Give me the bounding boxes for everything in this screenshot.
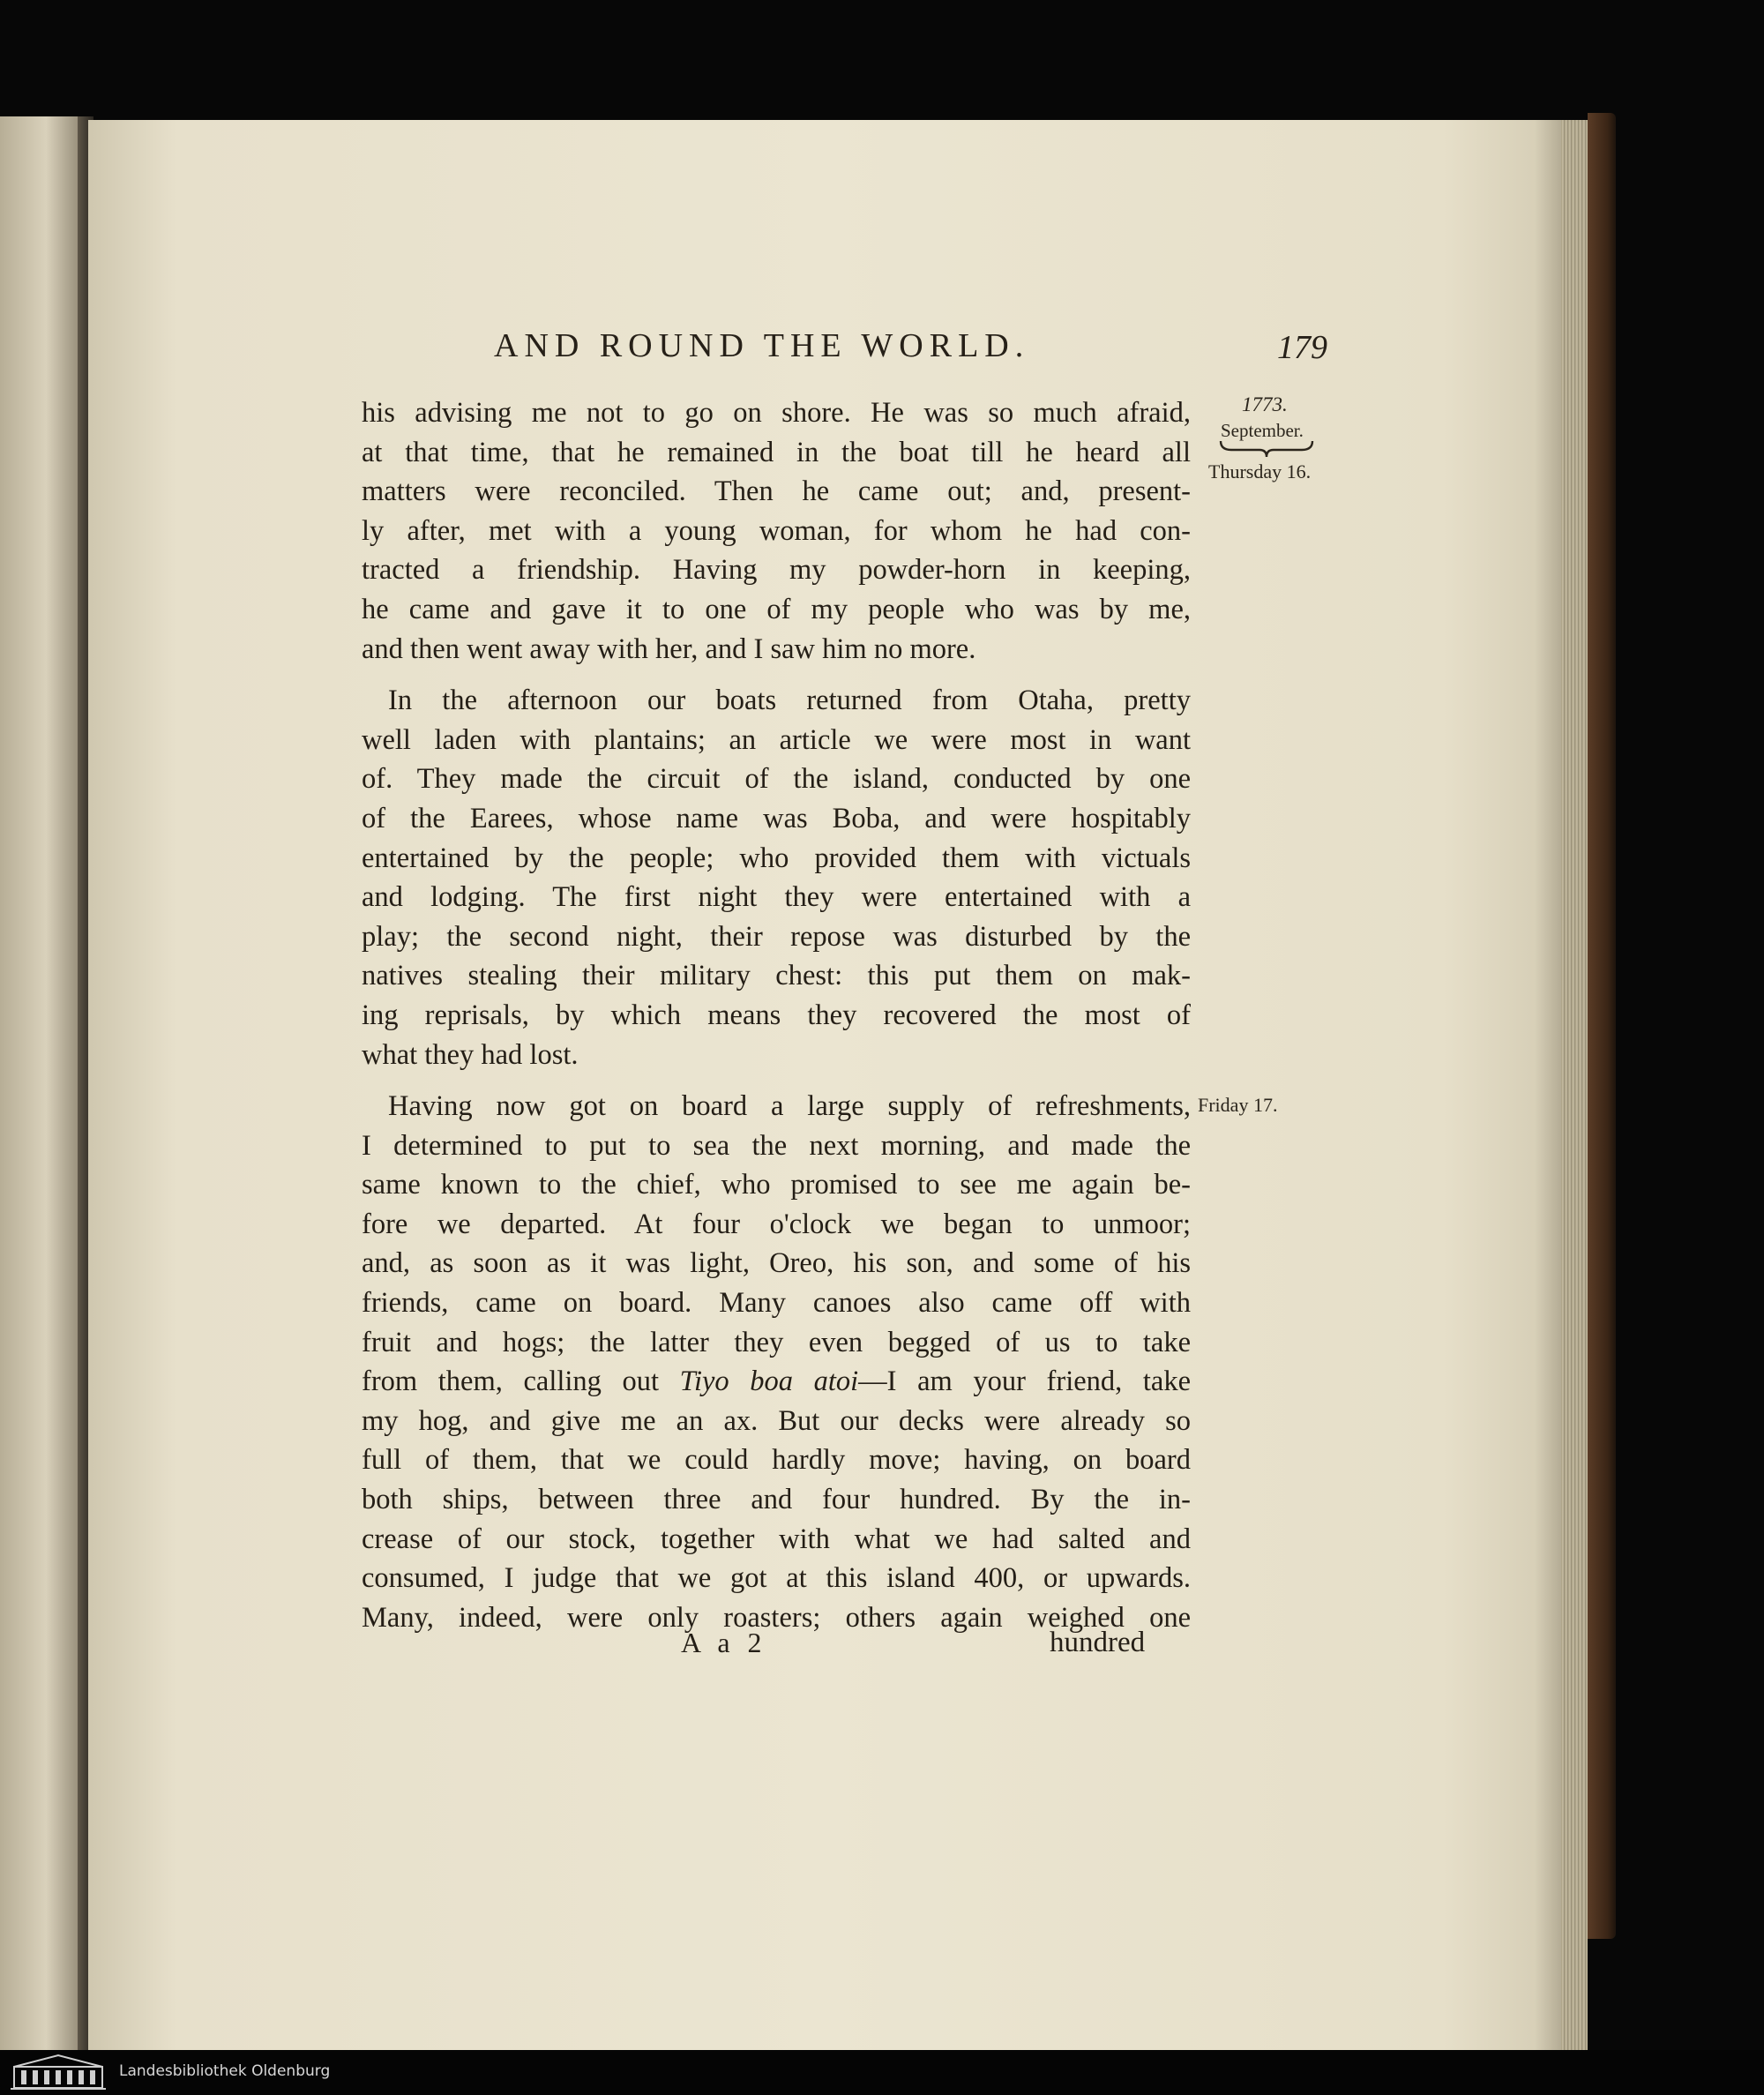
text-line: entertained by the people; who provided them with victuals [362, 842, 1191, 874]
page-fore-edge [1561, 120, 1588, 2050]
text-line: full of them, that we could hardly move; having, on board [362, 1444, 1191, 1477]
margin-note-month: September. [1221, 420, 1304, 441]
text-line: I determined to put to sea the next morning, and made the [362, 1129, 1191, 1162]
text-line: ly after, met with a young woman, for whom he had con- [362, 514, 1191, 547]
library-building-icon [9, 2053, 108, 2091]
text-line: and lodging. The first night they were entertained with a [362, 881, 1191, 914]
text-line: matters were reconciled. Then he came out; and, present- [362, 475, 1191, 508]
text-segment: from them, calling out [362, 1365, 660, 1398]
italic-phrase: Tiyo boa atoi [679, 1365, 859, 1398]
text-line: fruit and hogs; the latter they even begged of us to take [362, 1326, 1191, 1358]
text-line: of the Earees, whose name was Boba, and were hospitably [362, 802, 1191, 834]
text-line: of. They made the circuit of the island, conducted by one [362, 763, 1191, 796]
book-cover-edge [1588, 113, 1616, 1939]
text-line: what they had lost. [362, 1038, 579, 1071]
text-line: crease of our stock, together with what we had salted and [362, 1523, 1191, 1555]
margin-note-friday: Friday 17. [1198, 1094, 1278, 1116]
running-head: AND ROUND THE WORLD. [494, 327, 1030, 364]
text-line: and, as soon as it was light, Oreo, his son, and some of his [362, 1247, 1191, 1280]
text-line: same known to the chief, who promised to see me again be- [362, 1169, 1191, 1201]
text-line [362, 1362, 1191, 1402]
text-line: both ships, between three and four hundred. By the in- [362, 1484, 1191, 1516]
signature-mark: A a 2 [681, 1627, 767, 1658]
margin-note-year: 1773. [1242, 393, 1288, 415]
text-line: friends, came on board. Many canoes also came off with [362, 1287, 1191, 1320]
text-line: his advising me not to go on shore. He was so much afraid, [362, 397, 1191, 429]
page-number: 179 [1277, 329, 1327, 366]
text-line: well laden with plantains; an article we were most in want [362, 723, 1191, 756]
text-line: consumed, I judge that we got at this island 400, or upwards. [362, 1562, 1191, 1595]
text-line: and then went away with her, and I saw him no more. [362, 632, 976, 665]
text-line: my hog, and give me an ax. But our decks were already so [362, 1404, 1191, 1437]
text-line: ing reprisals, by which means they recovered the most of [362, 999, 1191, 1031]
margin-note-thursday: Thursday 16. [1208, 460, 1312, 483]
text-line: Having now got on board a large supply of refreshments, [388, 1090, 1191, 1123]
paragraph-3 [362, 1087, 1191, 1637]
text-line: fore we departed. At four o'clock we began to unmoor; [362, 1208, 1191, 1240]
text-line: play; the second night, their repose was disturbed by the [362, 920, 1191, 953]
text-line: tracted a friendship. Having my powder-horn in keeping, [362, 554, 1191, 587]
text-line: In the afternoon our boats returned from Otaha, pretty [388, 685, 1191, 717]
page-shadow [1535, 120, 1561, 2050]
text-segment: —I am your friend, take [858, 1365, 1191, 1398]
paragraph-1 [362, 393, 1191, 669]
brace-icon [1217, 439, 1316, 459]
body-text [362, 393, 1191, 1637]
left-page-edge [0, 116, 84, 2050]
catchword: hundred [1050, 1627, 1146, 1658]
text-line: Many, indeed, were only roasters; others again weighed one [362, 1601, 1191, 1634]
text-line: he came and gave it to one of my people who was by me, [362, 593, 1191, 625]
text-line: at that time, that he remained in the boat till he heard all [362, 436, 1191, 468]
text-line: natives stealing their military chest: this put them on mak- [362, 960, 1191, 992]
paragraph-2 [362, 681, 1191, 1074]
library-name: Landesbibliothek Oldenburg [119, 2062, 331, 2080]
